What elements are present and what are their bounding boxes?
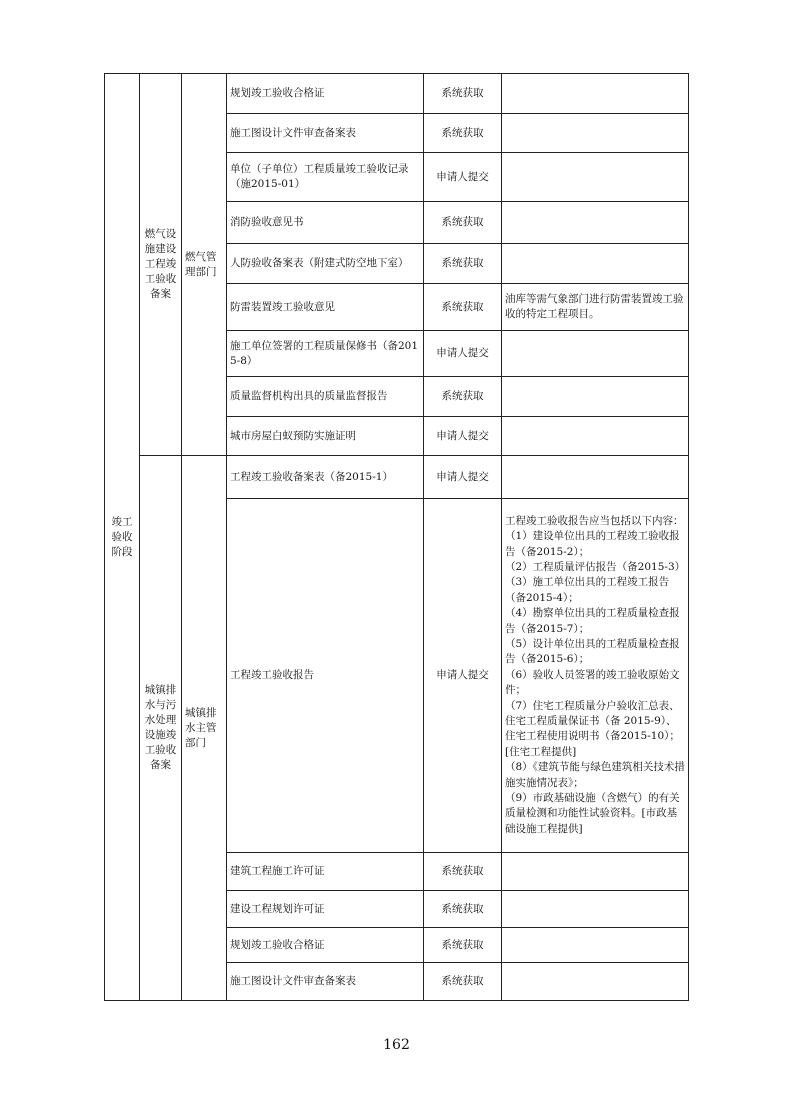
note-cell: 油库等需气象部门进行防雷装置竣工验收的特定工程项目。 bbox=[502, 284, 689, 331]
note-cell bbox=[502, 456, 689, 499]
material-cell: 城市房屋白蚁预防实施证明 bbox=[227, 417, 424, 456]
matter-cell: 燃气设施建设工程竣工验收备案 bbox=[140, 74, 182, 456]
note-cell bbox=[502, 114, 689, 153]
note-cell bbox=[502, 963, 689, 1001]
table-row bbox=[105, 456, 689, 499]
source-cell: 申请人提交 bbox=[424, 456, 502, 499]
department-cell: 燃气管理部门 bbox=[182, 74, 227, 456]
note-cell bbox=[502, 417, 689, 456]
source-cell: 系统获取 bbox=[424, 284, 502, 331]
material-cell: 规划竣工验收合格证 bbox=[227, 928, 424, 963]
note-cell bbox=[502, 74, 689, 114]
source-cell: 申请人提交 bbox=[424, 417, 502, 456]
material-cell: 施工图设计文件审查备案表 bbox=[227, 114, 424, 153]
note-cell bbox=[502, 891, 689, 928]
note-line: （4）勘察单位出具的工程质量检查报告（备2015-7）； bbox=[505, 607, 680, 635]
note-cell bbox=[502, 499, 689, 853]
source-cell: 系统获取 bbox=[424, 891, 502, 928]
note-line: 工程竣工验收报告应当包括以下内容： bbox=[505, 514, 684, 527]
table-row bbox=[105, 74, 689, 114]
material-cell: 规划竣工验收合格证 bbox=[227, 74, 424, 114]
source-cell: 申请人提交 bbox=[424, 331, 502, 377]
source-cell: 申请人提交 bbox=[424, 499, 502, 853]
note-cell bbox=[502, 853, 689, 891]
note-line: （6）验收人员签署的竣工验收原始文件； bbox=[505, 668, 680, 697]
material-cell: 消防验收意见书 bbox=[227, 202, 424, 244]
material-cell: 工程竣工验收备案表（备2015-1） bbox=[227, 456, 424, 499]
page-number: 162 bbox=[383, 1037, 410, 1053]
note-cell bbox=[502, 202, 689, 244]
department-cell: 城镇排水主管部门 bbox=[182, 456, 227, 1001]
note-line: （5）设计单位出具的工程质量检查报告（备2015-6）； bbox=[505, 637, 680, 666]
approval-materials-table bbox=[104, 73, 689, 1001]
note-line: （2）工程质量评估报告（备2015-3） bbox=[505, 560, 686, 573]
stage-cell: 竣工验收阶段 bbox=[105, 74, 140, 1001]
note-cell bbox=[502, 153, 689, 202]
note-line: （3）施工单位出具的工程竣工报告（备2015-4）； bbox=[505, 576, 670, 604]
source-cell: 系统获取 bbox=[424, 202, 502, 244]
source-cell: 系统获取 bbox=[424, 963, 502, 1001]
note-line: （8）《建筑节能与绿色建筑相关技术措施实施情况表》； bbox=[505, 761, 685, 789]
matter-cell: 城镇排水与污水处理设施竣工验收备案 bbox=[140, 456, 182, 1001]
note-line: （9）市政基础设施（含燃气）的有关质量检测和功能性试验资料。[市政基础设施工程提供] bbox=[505, 792, 680, 835]
material-cell: 防雷装置竣工验收意见 bbox=[227, 284, 424, 331]
material-cell: 建设工程规划许可证 bbox=[227, 891, 424, 928]
material-cell: 单位（子单位）工程质量竣工验收记录（施2015-01） bbox=[227, 153, 424, 202]
source-cell: 系统获取 bbox=[424, 377, 502, 417]
source-cell: 系统获取 bbox=[424, 74, 502, 114]
note-cell bbox=[502, 928, 689, 963]
note-cell bbox=[502, 244, 689, 284]
note-line: （1）建设单位出具的工程竣工验收报告（备2015-2）； bbox=[505, 530, 680, 558]
source-cell: 系统获取 bbox=[424, 244, 502, 284]
material-cell: 施工图设计文件审查备案表 bbox=[227, 963, 424, 1001]
source-cell: 系统获取 bbox=[424, 853, 502, 891]
material-cell: 施工单位签署的工程质量保修书（备2015-8） bbox=[227, 331, 424, 377]
material-cell: 人防验收备案表（附建式防空地下室） bbox=[227, 244, 424, 284]
source-cell: 系统获取 bbox=[424, 928, 502, 963]
material-cell: 质量监督机构出具的质量监督报告 bbox=[227, 377, 424, 417]
material-cell: 建筑工程施工许可证 bbox=[227, 853, 424, 891]
source-cell: 系统获取 bbox=[424, 114, 502, 153]
material-cell: 工程竣工验收报告 bbox=[227, 499, 424, 853]
note-cell bbox=[502, 331, 689, 377]
note-cell bbox=[502, 377, 689, 417]
note-line: （7）住宅工程质量分户验收汇总表、住宅工程质量保证书（备 2015-9）、住宅工程使用说明书（备2015-10）；[住宅工程提供] bbox=[505, 699, 680, 758]
source-cell: 申请人提交 bbox=[424, 153, 502, 202]
